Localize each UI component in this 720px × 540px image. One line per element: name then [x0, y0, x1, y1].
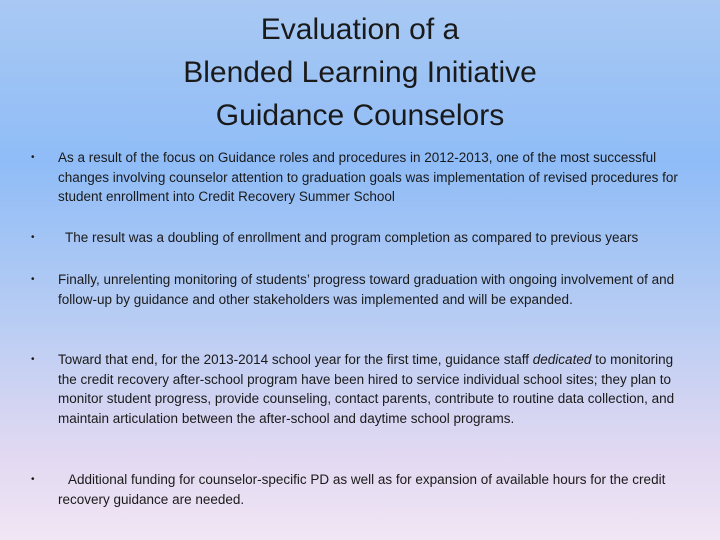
- title-line-2: Blended Learning Initiative: [183, 56, 537, 89]
- bullet-text: Finally, unrelenting monitoring of students’ progress toward graduation with ongoing involvement of and follow-up by guidance and other stakeholders was implemented and will be expanded.: [58, 272, 675, 307]
- bullet-text: The result was a doubling of enrollment and program completion as compared to previous years: [65, 230, 639, 245]
- bullet-text: As a result of the focus on Guidance roles and procedures in 2012-2013, one of the most successful changes involving counselor attention to graduation goals was implementation of revised procedures for student enrollment into Credit Recovery Summer School: [58, 150, 678, 204]
- bullet-icon: •: [31, 232, 35, 243]
- bullet-text-part: to monitoring the credit recovery after-school program have been hired to service individual school sites; they plan to monitor student progress, provide counseling, contact parents, contribute to routine data collection, and maintain articulation between the after-school and daytime school programs.: [58, 352, 675, 426]
- bullet-text: Additional funding for counselor-specific PD as well as for expansion of available hours for the credit recovery guidance are needed.: [58, 472, 666, 507]
- bullet-icon: •: [31, 474, 35, 485]
- title-line-1: Evaluation of a: [260, 13, 460, 46]
- title-line-3: Guidance Counselors: [215, 99, 505, 132]
- bullet-text-part: Toward that end, for the 2013-2014 school year for the first time, guidance staff: [58, 352, 533, 367]
- bullet-icon: •: [31, 152, 35, 163]
- bullet-text: [58, 350, 690, 428]
- bullet-icon: •: [31, 354, 35, 365]
- emphasized-word: dedicated: [532, 352, 592, 367]
- bullet-icon: •: [31, 274, 35, 285]
